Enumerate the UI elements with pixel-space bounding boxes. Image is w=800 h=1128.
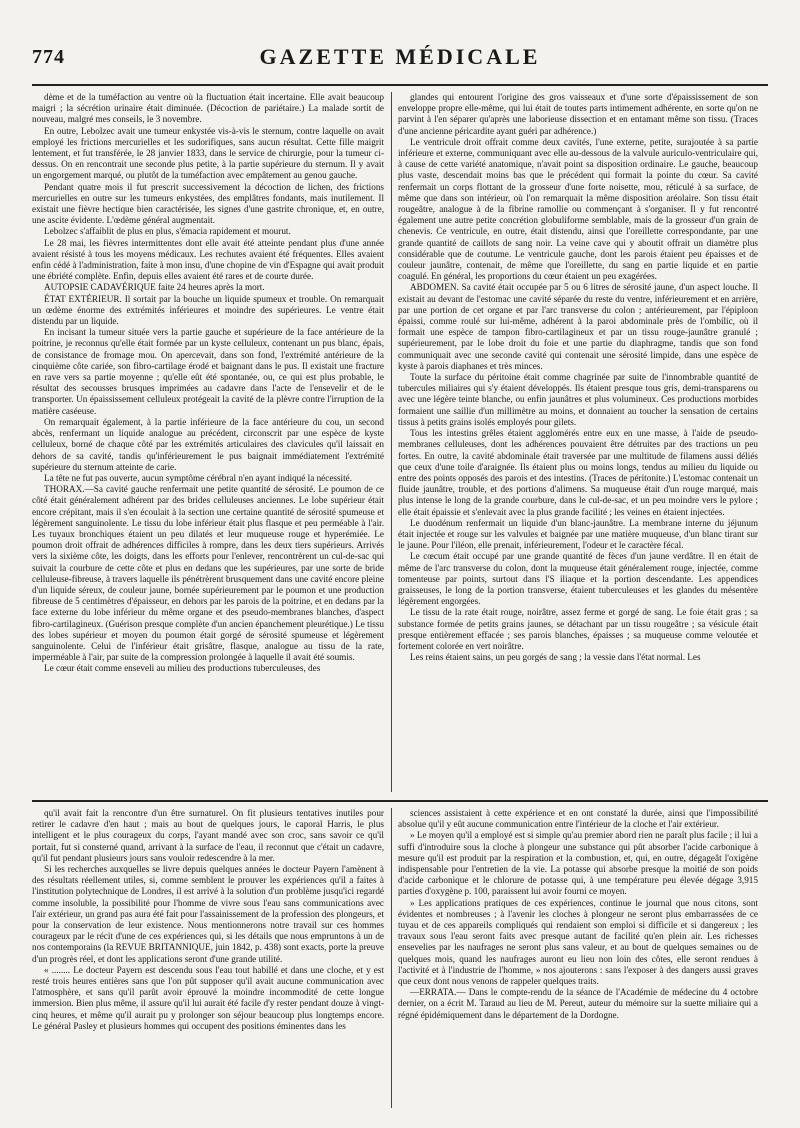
column-top-left	[32, 92, 384, 792]
paragraph: En incisant la tumeur située vers la partie gauche et supérieure de la face antérieure de la poitrine, je reconnus qu'elle était formée par un kyste celluleux, contenant un pus blanc, épais, de consistance de fromage mou. On apercevait, dans son fond, l'extrémité antérieure de la cinquième côte cariée, son fibro-cartilage érodé et baignant dans le pus. Il existait une fracture en rave vers sa partie moyenne ; qu'elle eût été spontanée, ou, ce qui est plus probable, le résultat des secousses brusques imprimées au cadavre dans l'acte de l'ensevelir et de le transporter. Un épaississement celluleux protégeait la cavité de la plèvre contre l'irruption de la matière caséeuse.	[32, 327, 384, 416]
paragraph: qu'il avait fait la rencontre d'un être surnaturel. On fit plusieurs tentatives inutiles pour retirer le cadavre d'en haut ; mais au bout de quelques jours, le caporal Harris, le plus intelligent et le plus courageux du corps, l'ayant mandé avec son croc, sans savoir ce qu'il portait, fut si consterné quand, arrivant à la surface de l'eau, il reconnut que c'était un cadavre, qu'il fut pendant plusieurs jours sans vouloir redescendre à la mer.	[32, 808, 384, 863]
column-bottom-left	[32, 808, 384, 1108]
paragraph: ABDOMEN. Sa cavité était occupée par 5 ou 6 litres de sérosité jaune, d'un aspect louche. Il existait au devant de l'estomac une cavité séparée du reste du ventre, inférieurement et en arrière, par une portion de cet organe et par l'arc transverse du colon ; antérieurement, par l'épiploon épaissi, comme roulé sur lui-même, adhérent à la paroi abdominale près de l'ombilic, où il formait une espèce de tampon fibro-cartilagineux et par un tissu rouge-jaunâtre granulé ; supérieurement, par le lobe droit du foie et une partie du diaphragme, tandis que son fond communiquait avec une seconde cavité qui contenait une sérosité limpide, dans une espèce de kyste à parois diaphanes et très minces.	[398, 282, 758, 371]
paragraph: Si les recherches auxquelles se livre depuis quelques années le docteur Payern l'amènent à des résultats réellement utiles, si, comme semblent le prouver les expériences qu'il a faites à l'institution polytechnique de Londres, il est arrivé à la solution d'un problème jusqu'ici regardé comme insoluble, la possibilité pour l'homme de vivre sous l'eau sans communications avec l'air extérieur, un grand pas aura été fait pour l'assainissement de la profession des plongeurs, et pour la conservation de leur existence. Nous mentionnerons notre travail sur ces hommes courageux par le récit d'une de ces expériences qui, si les détails que nous empruntons à un de nos contemporains (la REVUE BRITANNIQUE, juin 1842, p. 438) sont exacts, porte la preuve d'un progrès réel, et dont les applications seront d'une grande utilité.	[32, 864, 384, 964]
paragraph: THORAX.—Sa cavité gauche renfermait une petite quantité de sérosité. Le poumon de ce côté était généralement adhérent par des brides celluleuses anciennes. Le lobe supérieur était encore crépitant, mais il s'en écoulait à la section une certaine quantité de sérosité spumeuse et légèrement sanguinolente. Le tissu du lobe inférieur était plus flasque et peu perméable à l'air. Les tuyaux bronchiques étaient un peu dilatés et leur muqueuse rouge et hyperémiée. Le poumon droit offrait de adhérences difficiles à rompre, dans les deux tiers supérieurs. Arrivés vers la sixième côte, les doigts, dans les efforts pour l'enlever, rencontrèrent un cul-de-sac qui suivait la courbure de cette côte et plus en dedans que les supérieures, par une sorte de bride celluleuse-fibreuse, à travers laquelle ils pénétrèrent brusquement dans une cavité encore pleine d'un liquide séreux, de couleur jaune, bornée supérieurement par le poumon et une production fibreuse de 5 centimètres d'épaisseur, en dehors par les parois de la poitrine, et en dedans par la face externe du lobe inférieur du même organe et des pseudo-membranes blanches, d'aspect fibro-cartilagineux. (Guérison presque complète d'un ancien épanchement pleurétique.) Le tissu des lobes supérieur et moyen du poumon était gorgé de sérosité spumeuse et légèrement sanguinolente. Celui de l'inférieur était grisâtre, flasque, analogue au tissu de la rate, imperméable à l'air, par suite de la compression prolongée à laquelle il avait été soumis.	[32, 484, 384, 663]
paragraph: Les reins étaient sains, un peu gorgés de sang ; la vessie dans l'état normal. Les	[410, 652, 701, 663]
paragraph: On remarquait également, à la partie inférieure de la face antérieure du cou, un second abcès, renfermant un liquide analogue au précédent, circonscrit par une espèce de kyste celluleux, borné de chaque côté par les extrémités articulaires des clavicules qu'il laissait en dehors de sa cavité, tandis qu'inférieurement le pus baignait immédiatement l'extrémité supérieure du sternum atteinte de carie.	[32, 416, 384, 472]
paragraph: Le 28 mai, les fièvres intermittentes dont elle avait été atteinte pendant plus d'une année avaient résisté à tous les moyens médicaux. Les rechutes avaient été fréquentes. Elles avaient enfin cédé à l'administration, faite à mon insu, d'une chopine de vin d'Espagne qui avait produit une ébriété complète. Enfin, depuis elles avaient été rares et de courte durée.	[32, 237, 384, 282]
paragraph: Le ventricule droit offrait comme deux cavités, l'une externe, petite, surajoutée à sa partie inférieure et externe, communiquant avec elle au-dessous de la valvule auriculo-ventriculaire qui, à cause de cette variété anatomique, n'avait point sa disposition ordinaire. Le gauche, beaucoup plus vaste, descendait moins bas que le précédent qui formait la pointe du cœur. Sa cavité renfermait un corps flottant de la grosseur d'une forte noisette, mou, réticulé à sa surface, de même que dans son intérieur, où l'on remarquait la même disposition aréolaire. Son tissu était rougeâtre, analogue à de la fibrine ramollie ou commençant à s'organiser. Il y fut rencontré également une autre petite concrétion globuliforme semblable, mais de la grosseur d'un grain de chenevis. Ce ventricule, en outre, était distendu, ainsi que l'oreillette correspondante, par une grande quantité de caillots de sang noir. La veine cave qui y aboutit offrait un diamètre plus considérable que de coutume. Le ventricule gauche, dont les parois étaient peu épaisses et de couleur jaunâtre, contenait, de même que l'oreillette, du sang en partie liquide et en partie coagulé. En général, les proportions du cœur étaient un peu exagérées.	[398, 136, 758, 282]
section-heading-autopsy: AUTOPSIE CADAVÉRIQUE faite 24 heures après la mort.	[44, 282, 265, 293]
paragraph: ÉTAT EXTÉRIEUR. Il sortait par la bouche un liquide spumeux et trouble. On remarquait un œdème énorme des extrémités inférieures et moindre des supérieures. Le ventre était distendu par un liquide.	[32, 293, 384, 327]
errata-note: —ERRATA.— Dans le compte-rendu de la séance de l'Académie de médecine du 4 octobre dernier, on a écrit M. Taraud au lieu de M. Pereut, auteur du mémoire sur la suette miliaire qui a régné épidémiquement dans le département de la Dordogne.	[398, 987, 758, 1020]
column-top-right	[398, 92, 758, 792]
paragraph: La tête ne fut pas ouverte, aucun symptôme cérébral n'en ayant indiqué la nécessité.	[44, 472, 353, 483]
paragraph: Le duodénum renfermait un liquide d'un blanc-jaunâtre. La membrane interne du jéjunum était injectée et rouge sur les valvules et baignée par une matière muqueuse, d'un blanc tirant sur le jaune. Pour l'iléon, elle prenait, inférieurement, l'odeur et le caractère fécal.	[398, 517, 758, 551]
paragraph: glandes qui entourent l'origine des gros vaisseaux et d'une sorte d'épaississement de son enveloppe propre elle-même, qui lui était de toutes parts intimement adhérente, en sorte qu'on ne parvint à l'en séparer qu'après une laborieuse dissection et en entamant même son tissu. (Traces d'une ancienne péricardite ayant guéri par adhérence.)	[398, 92, 758, 136]
paragraph: Le cœcum était occupé par une grande quantité de fèces d'un jaune verdâtre. Il en était de même de l'arc transverse du colon, dont la muqueuse était généralement rouge, injectée, comme tomenteuse par points, surtout dans l'S iliaque et la portion descendante. Les appendices graisseuses, le long de la portion transverse, étaient tuberculeuses et les glandes du mésentère légèrement engorgées.	[398, 551, 758, 607]
page-number: 774	[32, 46, 65, 68]
paragraph: Tous les intestins grêles étaient agglomérés entre eux en une masse, à l'aide de pseudo-membranes celluleuses, dont les adhérences pouvaient être détruites par des tractions un peu fortes. En outre, la cavité abdominale était traversée par une multitude de filamens aussi déliés que ceux d'une toile d'araignée. Ils étaient plus ou moins longs, tendus au milieu du liquide ou entre des points opposés des parois et des intestins. (Traces de péritonite.) L'estomac contenait un fluide jaunâtre, trouble, et des portions d'alimens. Sa muqueuse était d'un rouge marqué, mais plus intense le long de la grande courbure, dans le cul-de-sac, et un peu moindre vers le pylore ; elle était épaissie et s'enlevait avec la plus grande facilité ; les veines en étaient injectées.	[398, 428, 758, 517]
header-rule	[32, 84, 768, 86]
paragraph: Le tissu de la rate était rouge, noirâtre, assez ferme et gorgé de sang. Le foie était gras ; sa substance formée de petits grains jaunes, se détachant par un tissu rougeâtre ; sa vésicule était presque entièrement effacée ; ses parois blanches, épaisses ; sa muqueuse comme veloutée et fortement colorée en vert noirâtre.	[398, 607, 758, 651]
paragraph: Toute la surface du péritoine était comme chagrinée par suite de l'innombrable quantité de tubercules miliaires qui s'y étaient développés. Ils étaient presque tous gris, demi-transparens ou avec une légère teinte blanche, ou enfin jaunâtres et plus volumineux. Ces productions morbides formaient une saillie d'un millimètre au moins, et donnaient au toucher la sensation de certains tissus à petits grains isolés employés pour gilets.	[398, 372, 758, 427]
paragraph: Le cœur était comme enseveli au milieu des productions tuberculeuses, des	[44, 663, 321, 674]
column-divider	[391, 808, 392, 1108]
paragraph: « ........ Le docteur Payern est descendu sous l'eau tout habillé et dans une cloche, et y est resté trois heures entières sans que l'on pût supposer qu'il avait aucune communication avec l'atmosphère, et sans qu'il parût avoir éprouvé la moindre incommodité de cette longue immersion. Bien plus même, il assure qu'il lui aurait été facile d'y rester pendant douze à vingt-cinq heures, et même qu'il aurait pu y prolonger son séjour beaucoup plus longtemps encore. Le général Pasley et plusieurs hommes qui occupent des positions éminentes dans les	[32, 964, 384, 1031]
paragraph: Pendant quatre mois il fut prescrit successivement la décoction de lichen, des frictions mercurielles en outre sur les tumeurs enkystées, des emplâtres fondants, mais inutilement. Il existait une fièvre hectique bien caractérisée, les signes d'une gastrite chronique, et, en outre, une ascite évidente. L'œdème général augmentait.	[32, 181, 384, 226]
paragraph: En outre, Lebolzec avait une tumeur enkystée vis-à-vis le sternum, contre laquelle on avait employé les frictions mercurielles et les sudorifiques, sans aucun résultat. Cette fille maigrit lentement, et fut transférée, le 28 janvier 1833, dans le service de chirurgie, pour la tumeur ci-dessus. On en rencontrait une seconde plus petite, à la partie supérieure du sternum. Il y avait un engorgement marqué, ou plutôt de la tuméfaction avec empâtement au genou gauche.	[32, 125, 384, 181]
column-divider	[391, 92, 392, 792]
paragraph: dème et de la tuméfaction au ventre où la fluctuation était incertaine. Elle avait beaucoup maigri ; la sécrétion urinaire était diminuée. (Décoction de pariétaire.) La malade sortit de nouveau, malgré mes conseils, le 3 novembre.	[32, 92, 384, 125]
paragraph: » Le moyen qu'il a employé est si simple qu'au premier abord rien ne paraît plus facile ; il lui a suffi d'introduire sous la cloche à plongeur une substance qui pût absorber l'acide carbonique à mesure qu'il est produit par la respiration et la combustion, et, qui, en outre, dégageât l'oxigène indispensable pour l'entretien de la vie. La potasse qui absorbe presque la moitié de son poids d'acide carbonique et le chlorure de potasse qui, à une température peu élevée dégage 3,915 parties d'oxygène p. 100, paraissent lui avoir fourni ce moyen.	[398, 830, 758, 897]
journal-title: GAZETTE MÉDICALE	[259, 44, 541, 69]
column-bottom-right	[398, 808, 758, 1108]
section-rule	[32, 800, 768, 802]
paragraph: sciences assistaient à cette expérience et en ont constaté la durée, ainsi que l'impossibilité absolue qu'il y eût aucune communication entre l'intérieur de la cloche et l'air extérieur.	[398, 808, 758, 830]
paragraph: » Les applications pratiques de ces expériences, continue le journal que nous citons, sont évidentes et nombreuses ; à l'avenir les cloches à plongeur ne seront plus embarrassées de ce tuyau et de ces appareils compliqués qui rendaient son emploi si difficile et si dangereux ; les travaux sous l'eau seront faits avec presque autant de facilité qu'en plein air. Les richesses ensevelies par les naufrages ne seront plus sans valeur, et au bout de quelques semaines ou de quelques mois, quand les naufrages auront eu lieu non loin des côtes, elle seront rendues à l'activité et à l'industrie de l'homme, » nos ajouterons : sans l'exposer à des dangers aussi graves que ceux dont nous venons de rappeler quelques traits.	[398, 897, 758, 987]
paragraph: Lebolzec s'affaiblit de plus en plus, s'émacia rapidement et mourut.	[44, 226, 291, 237]
page-header	[32, 40, 768, 80]
